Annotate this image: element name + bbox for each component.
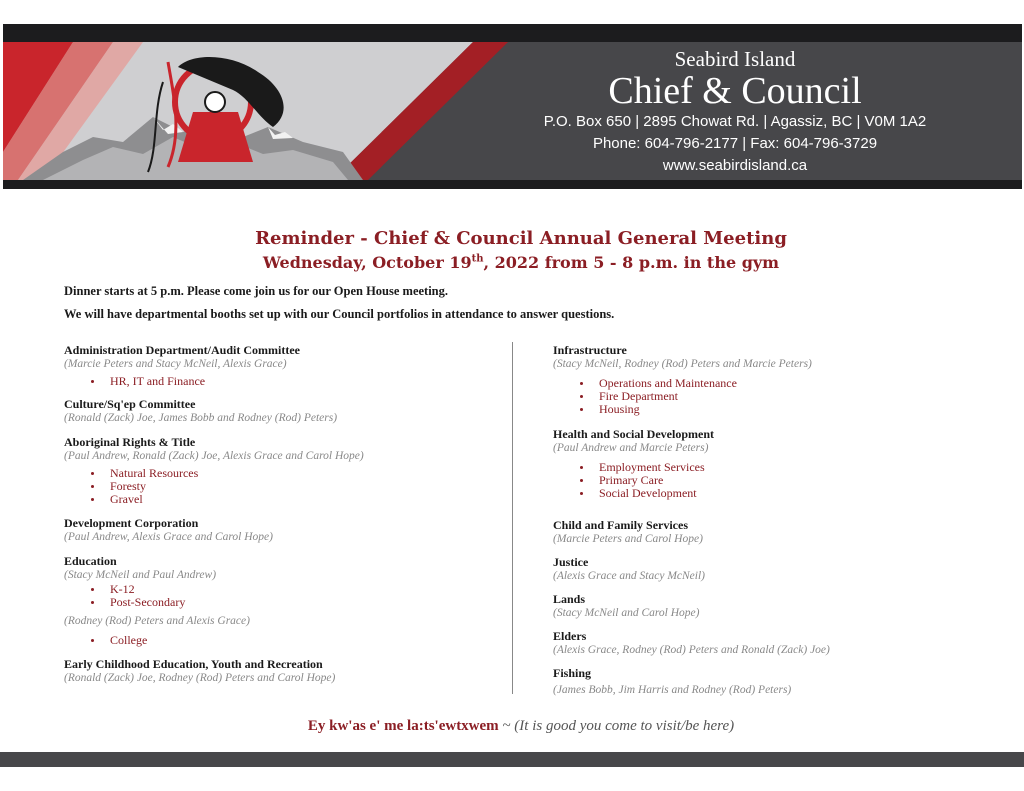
list-item: Employment Services — [599, 461, 973, 474]
section-justice: Justice (Alexis Grace and Stacy McNeil) — [553, 555, 705, 582]
left-column — [64, 343, 484, 685]
section-admin: Administration Department/Audit Committee (Marcie Peters and Stacy McNeil, Alexis Grace) HR, IT and Finance — [64, 343, 484, 388]
list-item: College — [110, 634, 484, 647]
section-health: Health and Social Development (Paul Andrew and Marcie Peters) Employment Services Primary Care Social Development — [553, 427, 973, 500]
footer-native-phrase: Ey kw'as e' me la:ts'ewtxwem — [307, 718, 499, 734]
address: P.O. Box 650 | 2895 Chowat Rd. | Agassiz, BC | V0M 1A2 — [543, 113, 927, 130]
list-item: K-12 — [110, 583, 484, 596]
section-infrastructure: Infrastructure (Stacy McNeil, Rodney (Rod) Peters and Marcie Peters) Operations and Maintenance Fire Department Housing — [553, 343, 973, 416]
section-lands: Lands (Stacy McNeil and Carol Hope) — [553, 592, 700, 619]
org-name: Seabird Island — [674, 47, 796, 71]
right-column — [553, 343, 973, 697]
footer-bar — [0, 752, 1024, 767]
list-item: Natural Resources — [110, 467, 484, 480]
banner-bottom-bar — [3, 180, 1022, 189]
website-link[interactable]: www.seabirdisland.ca — [662, 157, 808, 174]
section-aboriginal-rights: Aboriginal Rights & Title (Paul Andrew, Ronald (Zack) Joe, Alexis Grace and Carol Hope) Natural Resources Foresty Gravel — [64, 435, 484, 506]
list-item: Housing — [599, 403, 973, 416]
top-bar — [3, 24, 1022, 42]
section-development-corp: Development Corporation (Paul Andrew, Alexis Grace and Carol Hope) — [64, 516, 273, 543]
list-item: Post-Secondary — [110, 596, 484, 609]
list-item: Social Development — [599, 487, 973, 500]
list-item: HR, IT and Finance — [110, 375, 484, 388]
footer-greeting: Ey kw'as e' me la:ts'ewtxwem ~ (It is good you come to visit/be here) — [307, 718, 735, 734]
intro-dinner: Dinner starts at 5 p.m. Please come join us for our Open House meeting. — [64, 284, 449, 298]
header-contact-block — [520, 42, 950, 177]
header-title: Chief & Council — [608, 70, 862, 112]
section-education: Education (Stacy McNeil and Paul Andrew) K-12 Post-Secondary (Rodney (Rod) Peters and Alexis Grace) College — [64, 554, 484, 647]
list-item: Fire Department — [599, 390, 973, 403]
section-elders: Elders (Alexis Grace, Rodney (Rod) Peters and Ronald (Zack) Joe) — [553, 629, 830, 656]
footer-translation: (It is good you come to visit/be here) — [514, 718, 735, 734]
list-item: Gravel — [110, 493, 484, 506]
list-item: Primary Care — [599, 474, 973, 487]
meeting-title: Reminder - Chief & Council Annual General Meeting — [255, 228, 787, 249]
intro-booths: We will have departmental booths set up with our Council portfolios in attendance to answer questions. — [64, 307, 615, 321]
section-culture: Culture/Sq'ep Committee (Ronald (Zack) Joe, James Bobb and Rodney (Rod) Peters) — [64, 397, 338, 424]
section-early-childhood: Early Childhood Education, Youth and Recreation (Ronald (Zack) Joe, Rodney (Rod) Peters and Carol Hope) — [64, 657, 336, 684]
section-fishing: Fishing (James Bobb, Jim Harris and Rodney (Rod) Peters) — [553, 666, 792, 696]
phone-fax: Phone: 604-796-2177 | Fax: 604-796-3729 — [592, 135, 878, 152]
column-divider — [512, 342, 513, 694]
list-item: Foresty — [110, 480, 484, 493]
meeting-date: Wednesday, October 19th, 2022 from 5 - 8 p.m. in the gym — [262, 253, 780, 272]
section-child-family: Child and Family Services (Marcie Peters and Carol Hope) — [553, 518, 703, 545]
list-item: Operations and Maintenance — [599, 377, 973, 390]
